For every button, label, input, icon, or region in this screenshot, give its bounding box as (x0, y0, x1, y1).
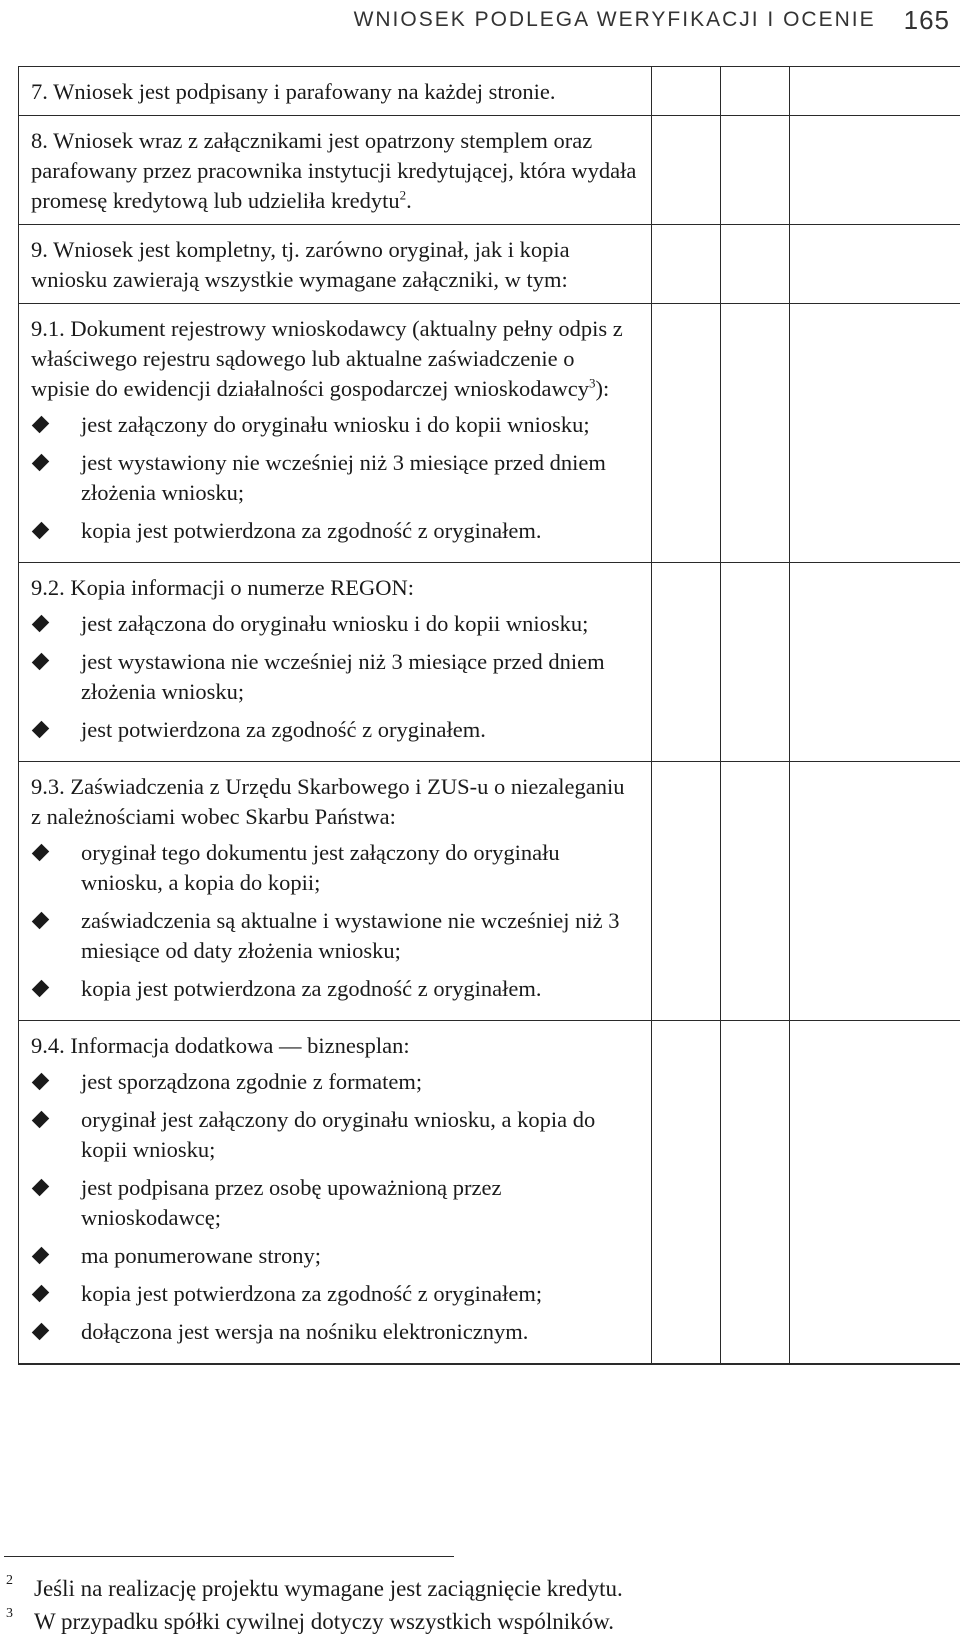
remarks-cell[interactable] (790, 116, 960, 225)
checkbox-cell-no[interactable] (721, 563, 790, 762)
checklist-item-title (31, 126, 637, 216)
checklist-row (19, 563, 960, 762)
checklist-item-title (31, 1031, 637, 1061)
diamond-bullet-icon (32, 522, 50, 540)
checklist-item-title (31, 77, 637, 107)
checkbox-cell-no[interactable] (721, 1021, 790, 1365)
checkbox-cell-no[interactable] (721, 67, 790, 116)
checklist-item-title (31, 314, 637, 404)
requirement-item (31, 906, 637, 966)
checkbox-cell-yes[interactable] (652, 116, 721, 225)
requirement-text: jest wystawiona nie wcześniej niż 3 miesiące przed dniem złożenia wniosku; (81, 649, 605, 704)
requirement-item (31, 1173, 637, 1233)
checkbox-cell-no[interactable] (721, 116, 790, 225)
checkbox-cell-no[interactable] (721, 225, 790, 304)
checklist-item-text-cell (19, 1021, 652, 1365)
requirement-list (31, 410, 637, 546)
diamond-bullet-icon (32, 1247, 50, 1265)
requirement-item (31, 516, 637, 546)
requirement-text: jest podpisana przez osobę upoważnioną przez wnioskodawcę; (81, 1175, 502, 1230)
checkbox-cell-yes[interactable] (652, 225, 721, 304)
requirement-item (31, 715, 637, 745)
checklist-row (19, 225, 960, 304)
running-header-title: WNIOSEK PODLEGA WERYFIKACJI I OCENIE (353, 8, 876, 31)
requirement-text: dołączona jest wersja na nośniku elektronicznym. (81, 1319, 529, 1344)
checklist-item-text-cell (19, 563, 652, 762)
running-header (354, 0, 950, 40)
diamond-bullet-icon (32, 454, 50, 472)
footnote (4, 1605, 944, 1638)
diamond-bullet-icon (32, 653, 50, 671)
diamond-bullet-icon (32, 912, 50, 930)
requirement-list (31, 609, 637, 745)
requirement-text: jest wystawiony nie wcześniej niż 3 miesiące przed dniem złożenia wniosku; (81, 450, 606, 505)
checklist-item-title-text: 9.4. Informacja dodatkowa — biznesplan: (31, 1033, 410, 1058)
requirement-item (31, 1241, 637, 1271)
checklist-item-title-text: 9.2. Kopia informacji o numerze REGON: (31, 575, 415, 600)
checklist-item-text-cell (19, 225, 652, 304)
footnote-mark: 3 (6, 1606, 13, 1621)
checklist-item-title-text: 9. Wniosek jest kompletny, tj. zarówno oryginał, jak i kopia wniosku zawierają wszystkie wymagane załączniki, w tym: (31, 237, 570, 292)
requirement-item (31, 448, 637, 508)
checklist-body (19, 67, 960, 1365)
remarks-cell[interactable] (790, 1021, 960, 1365)
checklist-item-title-text: 9.1. Dokument rejestrowy wnioskodawcy (aktualny pełny odpis z właściwego rejestru sądowego lub aktualne zaświadczenie o wpisie do ewidencji działalności gospodarczej wnioskodawcy (31, 316, 623, 401)
requirement-text: kopia jest potwierdzona za zgodność z oryginałem; (81, 1281, 543, 1306)
remarks-cell[interactable] (790, 762, 960, 1021)
checklist-item-text-cell (19, 762, 652, 1021)
footnotes (4, 1572, 944, 1638)
page-number: 165 (903, 4, 950, 35)
requirement-item (31, 609, 637, 639)
requirement-item (31, 974, 637, 1004)
requirement-list (31, 1067, 637, 1347)
checkbox-cell-yes[interactable] (652, 762, 721, 1021)
checklist-row (19, 762, 960, 1021)
checklist-item-text-cell (19, 67, 652, 116)
diamond-bullet-icon (32, 844, 50, 862)
requirement-text: oryginał jest załączony do oryginału wniosku, a kopia do kopii wniosku; (81, 1107, 596, 1162)
checkbox-cell-yes[interactable] (652, 1021, 721, 1365)
diamond-bullet-icon (32, 416, 50, 434)
remarks-cell[interactable] (790, 304, 960, 563)
checklist-item-title-text: 9.3. Zaświadczenia z Urzędu Skarbowego i ZUS-u o niezaleganiu z należnościami wobec Skarbu Państwa: (31, 774, 625, 829)
footnote-mark: 2 (6, 1573, 13, 1588)
checklist-item-text-cell (19, 304, 652, 563)
footnote-text: W przypadku spółki cywilnej dotyczy wszystkich wspólników. (34, 1609, 615, 1634)
checklist-row (19, 116, 960, 225)
diamond-bullet-icon (32, 1179, 50, 1197)
checklist-row (19, 67, 960, 116)
requirement-text: jest załączony do oryginału wniosku i do kopii wniosku; (81, 412, 590, 437)
checklist-item-title (31, 235, 637, 295)
requirement-item (31, 1317, 637, 1347)
remarks-cell[interactable] (790, 67, 960, 116)
diamond-bullet-icon (32, 1073, 50, 1091)
requirement-item (31, 1279, 637, 1309)
checkbox-cell-yes[interactable] (652, 563, 721, 762)
diamond-bullet-icon (32, 721, 50, 739)
remarks-cell[interactable] (790, 225, 960, 304)
checklist-item-title-text: 8. Wniosek wraz z załącznikami jest opatrzony stemplem oraz parafowany przez pracownika instytucji kredytującej, która wydała promesę kredytową lub udzieliła kredytu (31, 128, 637, 213)
requirement-text: kopia jest potwierdzona za zgodność z oryginałem. (81, 976, 542, 1001)
requirement-text: oryginał tego dokumentu jest załączony do oryginału wniosku, a kopia do kopii; (81, 840, 560, 895)
checklist-item-title (31, 772, 637, 832)
requirement-item (31, 647, 637, 707)
diamond-bullet-icon (32, 1323, 50, 1341)
footnote (4, 1572, 944, 1605)
checklist-item-text-cell (19, 116, 652, 225)
requirement-text: zaświadczenia są aktualne i wystawione nie wcześniej niż 3 miesiące od daty złożenia wniosku; (81, 908, 620, 963)
requirement-item (31, 838, 637, 898)
checkbox-cell-yes[interactable] (652, 67, 721, 116)
checklist-item-title-suffix: ): (595, 376, 610, 401)
requirement-text: ma ponumerowane strony; (81, 1243, 321, 1268)
footnote-text: Jeśli na realizację projektu wymagane jest zaciągnięcie kredytu. (34, 1576, 623, 1601)
remarks-cell[interactable] (790, 563, 960, 762)
requirement-text: jest potwierdzona za zgodność z oryginałem. (81, 717, 486, 742)
checklist-item-title (31, 573, 637, 603)
diamond-bullet-icon (32, 1285, 50, 1303)
checkbox-cell-no[interactable] (721, 762, 790, 1021)
verification-checklist-table (18, 66, 960, 1365)
checklist-item-title-text: 7. Wniosek jest podpisany i parafowany na każdej stronie. (31, 79, 556, 104)
requirement-item (31, 1105, 637, 1165)
diamond-bullet-icon (32, 980, 50, 998)
requirement-text: kopia jest potwierdzona za zgodność z oryginałem. (81, 518, 542, 543)
footnote-reference: 3 (588, 375, 596, 391)
requirement-item (31, 410, 637, 440)
checkbox-cell-no[interactable] (721, 304, 790, 563)
requirement-text: jest załączona do oryginału wniosku i do kopii wniosku; (81, 611, 589, 636)
footnote-separator (4, 1556, 454, 1557)
checkbox-cell-yes[interactable] (652, 304, 721, 563)
requirement-list (31, 838, 637, 1004)
diamond-bullet-icon (32, 1111, 50, 1129)
checklist-row (19, 1021, 960, 1365)
checklist-item-title-suffix: . (406, 188, 412, 213)
requirement-text: jest sporządzona zgodnie z formatem; (81, 1069, 423, 1094)
diamond-bullet-icon (32, 615, 50, 633)
requirement-item (31, 1067, 637, 1097)
footnote-reference: 2 (399, 187, 407, 203)
checklist-row (19, 304, 960, 563)
